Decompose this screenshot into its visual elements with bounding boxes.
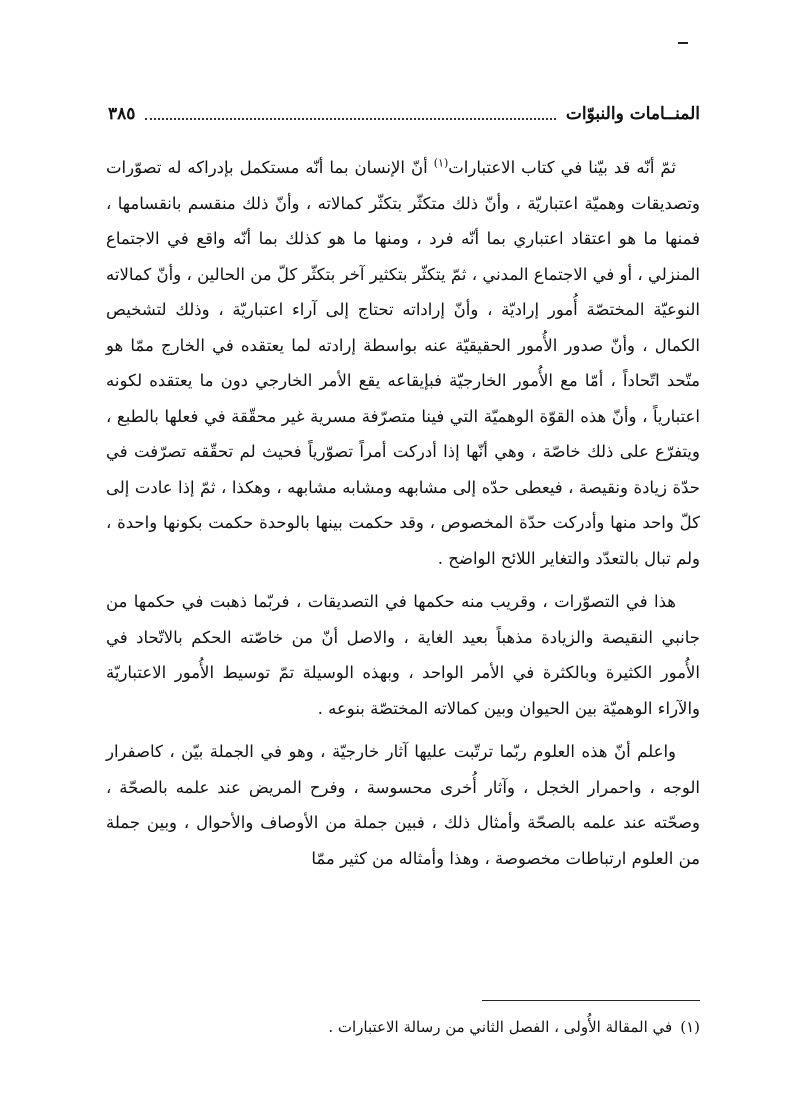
- paragraph-1-rest: أنّ الإنسان بما أنّه مستكمل بإدراكه له تصوّرات وتصديقات وهميّة اعتباريّة ، وأنّ ذلك متكثّر بتكثّر كمالاته ، وأنّ ذلك منقسم بانقسامها ، فمنها ما هو اعتقاد اعتباري بما أنّه فرد ، ومنها ما هو كذلك بما أنّه واقع في الاجتماع المنزلي ، أو في الاجتماع المدني ، ثمّ يتكثّر بتكثير آخر بتكثّر كلّ من الحالين ، وأنّ كمالاته النوعيّة المختصّة أُمور إراديّة ، وأنّ إراداته تحتاج إلى آراء اعتباريّة ، وذلك لتشخيص الكمال ، وأنّ صدور الأُمور الحقيقيّة عنه بواسطة إرادته لما يعتقده في الخارج ممّا هو متّحد اتّحاداً ، أمّا مع الأُمور الخارجيّة فبإيقاعه يقع الأمر الخارجي دون ما يعتقده لكونه اعتبارياً ، وأنّ هذه القوّة الوهميّة التي فينا متصرّفة مسرية غير محقّقة في فعلها بالطبع ، ويتفرّع على ذلك خاصّة ، وهي أنّها إذا أدركت أمراً تصوّرياً فحيث لم تحقّقه تصرّفت في حدّة زيادة ونقيصة ، فيعطى حدّه إلى مشابهه ومشابه مشابهه ، وهكذا ، ثمّ إذا عادت إلى كلّ واحد منها وأدركت حدّة المخصوص ، وقد حكمت بينها بالوحدة حكمت بكونها واحدة ، ولم تبال بالتعدّد والتغاير اللائح الواضح .: [106, 158, 700, 568]
- paragraph-3: واعلم أنّ هذه العلوم ربّما ترتّبت عليها آثار خارجيّة ، وهو في الجملة بيّن ، كاصفرار الوجه ، واحمرار الخجل ، وآثار أُخرى محسوسة ، وفرح المريض عند علمه بالصحّة ، وصحّته عند علمه بالصحّة وأمثال ذلك ، فبين جملة من الأوصاف والأحوال ، وبين جملة من العلوم ارتباطات مخصوصة ، وهذا وأمثاله من كثير ممّا: [106, 742, 700, 868]
- footnote-reference: (١): [433, 156, 449, 170]
- page-number: ٣٨٥: [108, 104, 136, 124]
- page-mark: [678, 42, 688, 44]
- footnote-text: في المقالة الأُولى ، الفصل الثاني من رسالة الاعتبارات .: [328, 1018, 673, 1036]
- footnote-marker: (١): [680, 1018, 700, 1036]
- paragraph-1: [106, 150, 700, 576]
- footnote-divider: [482, 1000, 700, 1001]
- main-text: [106, 150, 700, 876]
- paragraph-2: هذا في التصوّرات ، وقريب منه حكمها في التصديقات ، فربّما ذهبت في حكمها من جانبي النقيصة والزيادة مذهباً بعيد الغاية ، والاصل أنّ من خاصّته الحكم بالاتّحاد في الأُمور الكثيرة وبالكثرة في الأمر الواحد ، وبهذه الوسيلة تمّ توسيط الأُمور الاعتباريّة والآراء الوهميّة بين الحيوان وبين كمالاته المختصّة بنوعه .: [106, 592, 700, 718]
- dot-leader: [145, 118, 556, 120]
- footnote: [106, 1014, 700, 1040]
- running-header: [108, 100, 700, 128]
- chapter-title: المنــامات والنبوّات: [565, 104, 700, 124]
- paragraph-1-start: ثمّ أنّه قد بيّنا في كتاب الاعتبارات: [448, 158, 676, 177]
